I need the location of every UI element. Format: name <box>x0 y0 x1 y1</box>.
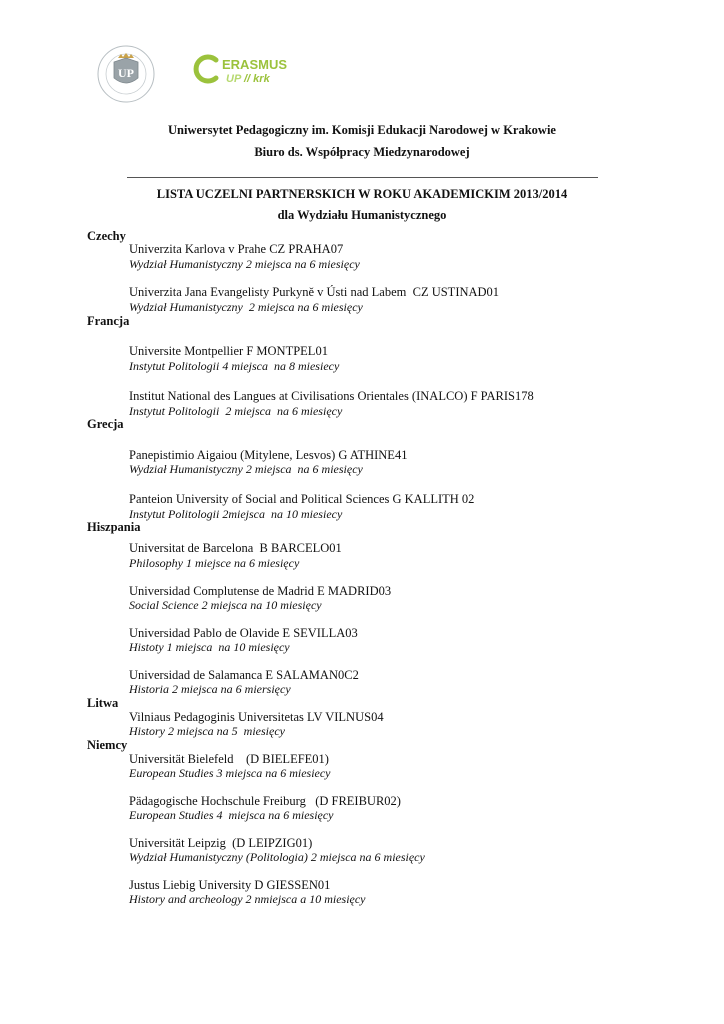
exchange-details: Instytut Politologii 2miejsca na 10 miesiecy <box>129 507 343 521</box>
erasmus-up-text: UP <box>226 73 242 85</box>
university-name: Uniwersytet Pedagogiczny im. Komisji Edukacji Narodowej w Krakowie <box>168 123 556 137</box>
exchange-details: Wydział Humanistyczny 2 miejsca na 6 miesięcy <box>129 462 363 476</box>
exchange-details: Histoty 1 miejsca na 10 miesięcy <box>129 640 290 654</box>
university-name-entry: Panteion University of Social and Political Sciences G KALLITH 02 <box>129 492 475 506</box>
exchange-details: European Studies 4 miejsca na 6 miesięcy <box>129 808 334 822</box>
university-name-entry: Universidad Complutense de Madrid E MADRID03 <box>129 584 392 598</box>
document-subtitle: dla Wydziału Humanistycznego <box>277 208 447 222</box>
exchange-details: History 2 miejsca na 5 miesięcy <box>129 724 285 738</box>
exchange-details: Instytut Politologii 4 miejsca na 8 miesiecy <box>129 359 340 373</box>
university-name-entry: Panepistimio Aigaiou (Mitylene, Lesvos) G ATHINE41 <box>129 448 408 462</box>
university-name-entry: Institut National des Langues at Civilisations Orientales (INALCO) F PARIS178 <box>129 389 534 403</box>
exchange-details: Philosophy 1 miejsce na 6 miesięcy <box>129 556 300 570</box>
country-heading: Hiszpania <box>87 520 141 534</box>
country-heading: Grecja <box>87 417 124 431</box>
exchange-details: Instytut Politologii 2 miejsca na 6 miesięcy <box>129 404 343 418</box>
exchange-details: Wydział Humanistyczny (Politologia) 2 miejsca na 6 miesięcy <box>129 850 425 864</box>
university-name-entry: Universitat de Barcelona B BARCELO01 <box>129 541 342 555</box>
university-name-entry: Justus Liebig University D GIESSEN01 <box>129 878 331 892</box>
exchange-details: Historia 2 miejsca na 6 miersięcy <box>129 682 291 696</box>
erasmus-krk-text: // krk <box>244 73 270 85</box>
university-name-entry: Vilniaus Pedagoginis Universitetas LV VILNUS04 <box>129 710 384 724</box>
university-name-entry: Universite Montpellier F MONTPEL01 <box>129 344 328 358</box>
exchange-details: European Studies 3 miejsca na 6 miesiecy <box>129 766 331 780</box>
university-name-entry: Univerzita Jana Evangelisty Purkyně v Ústi nad Labem CZ USTINAD01 <box>129 285 500 299</box>
document-title: LISTA UCZELNI PARTNERSKICH W ROKU AKADEMICKIM 2013/2014 <box>156 187 568 201</box>
exchange-details: Social Science 2 miejsca na 10 miesięcy <box>129 598 322 612</box>
university-name-entry: Universidad Pablo de Olavide E SEVILLA03 <box>129 626 358 640</box>
university-name-entry: Universidad de Salamanca E SALAMAN0C2 <box>129 668 359 682</box>
erasmus-up-krk-logo <box>190 52 320 92</box>
header-divider <box>127 177 598 178</box>
exchange-details: Wydział Humanistyczny 2 miejsca na 6 miesięcy <box>129 257 360 271</box>
erasmus-word: ERASMUS <box>222 57 288 72</box>
country-heading: Litwa <box>87 696 119 710</box>
country-heading: Francja <box>87 314 130 328</box>
up-university-logo <box>92 44 160 104</box>
university-name-entry: Pädagogische Hochschule Freiburg (D FREIBUR02) <box>129 794 401 808</box>
university-name-entry: Univerzita Karlova v Prahe CZ PRAHA07 <box>129 242 344 256</box>
university-name-entry: Universität Leipzig (D LEIPZIG01) <box>129 836 313 850</box>
country-heading: Niemcy <box>87 738 128 752</box>
country-heading: Czechy <box>87 229 126 243</box>
exchange-details: Wydział Humanistyczny 2 miejsca na 6 miesięcy <box>129 300 363 314</box>
office-name: Biuro ds. Współpracy Miedzynarodowej <box>254 145 470 159</box>
exchange-details: History and archeology 2 nmiejsca a 10 miesięcy <box>129 892 366 906</box>
up-letters: UP <box>118 66 134 80</box>
university-name-entry: Universität Bielefeld (D BIELEFE01) <box>129 752 329 766</box>
